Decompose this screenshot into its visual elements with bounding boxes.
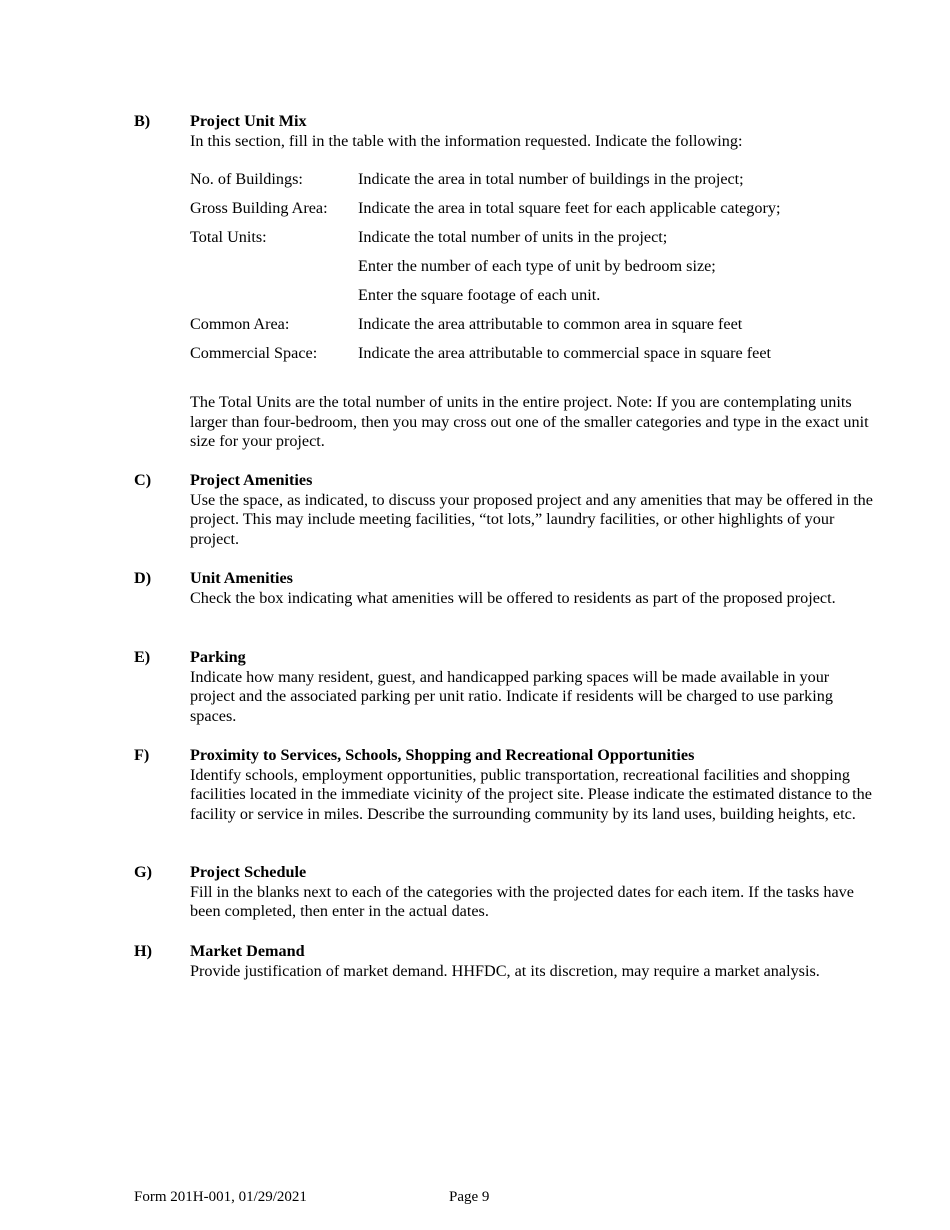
section-f: [134, 746, 874, 824]
section-c: [134, 471, 874, 549]
section-letter: C): [134, 471, 152, 489]
section-title: Project Unit Mix: [190, 112, 307, 130]
section-g: [134, 863, 874, 922]
section-text: Provide justification of market demand. HHFDC, at its discretion, may require a market analysis.: [190, 961, 820, 980]
table-row: [190, 286, 780, 315]
section-d: [134, 569, 874, 608]
footer-page-number: Page 9: [449, 1189, 490, 1205]
section-h: [134, 942, 874, 981]
section-text: Use the space, as indicated, to discuss your proposed project and any amenities that may be offered in the project. This may include meeting facilities, “tot lots,” laundry facilities, or other highlights of your project.: [190, 490, 873, 548]
section-title: Unit Amenities: [190, 569, 293, 587]
section-title: Project Schedule: [190, 863, 307, 881]
section-intro: In this section, fill in the table with the information requested. Indicate the following:: [190, 131, 743, 150]
section-title: Parking: [190, 648, 246, 666]
section-letter: H): [134, 942, 152, 960]
row-text: Indicate the total number of units in the project;: [358, 228, 668, 247]
section-title: Proximity to Services, Schools, Shopping and Recreational Opportunities: [190, 746, 695, 764]
row-label: Gross Building Area:: [190, 199, 328, 218]
section-letter: F): [134, 746, 150, 764]
table-row: [190, 257, 780, 286]
unit-mix-table: [190, 170, 780, 373]
section-text: Fill in the blanks next to each of the categories with the projected dates for each item. If the tasks have been completed, then enter in the actual dates.: [190, 882, 854, 921]
row-text: Indicate the area in total square feet for each applicable category;: [358, 199, 781, 218]
section-letter: B): [134, 112, 151, 130]
row-label: [190, 257, 358, 286]
section-letter: G): [134, 863, 152, 881]
table-row: [190, 170, 780, 199]
section-letter: D): [134, 569, 152, 587]
row-text: Indicate the area in total number of buildings in the project;: [358, 170, 744, 189]
row-label: No. of Buildings:: [190, 170, 303, 189]
table-row: [190, 228, 780, 257]
row-label: Total Units:: [190, 228, 267, 247]
table-row: [190, 199, 780, 228]
section-b: [134, 112, 874, 452]
table-row: [190, 344, 780, 373]
section-title: Project Amenities: [190, 471, 313, 489]
section-title: Market Demand: [190, 942, 305, 960]
section-letter: E): [134, 648, 151, 666]
footer-form-id: Form 201H-001, 01/29/2021: [134, 1189, 307, 1205]
row-text: Indicate the area attributable to common area in square feet: [358, 315, 743, 334]
row-text: Enter the square footage of each unit.: [358, 286, 601, 305]
row-text: Indicate the area attributable to commercial space in square feet: [358, 344, 772, 363]
section-text: Check the box indicating what amenities will be offered to residents as part of the proposed project.: [190, 588, 836, 607]
table-row: [190, 315, 780, 344]
section-text: Indicate how many resident, guest, and handicapped parking spaces will be made available in your project and the associated parking per unit ratio. Indicate if residents will be charged to use parking spaces.: [190, 667, 833, 725]
section-note: The Total Units are the total number of units in the entire project. Note: If you are contemplating units larger than four-bedroom, then you may cross out one of the smaller categories and type in the exact unit size for your project.: [190, 393, 869, 451]
row-text: Enter the number of each type of unit by bedroom size;: [358, 257, 716, 276]
section-text: Identify schools, employment opportunities, public transportation, recreational facilities and shopping facilities located in the immediate vicinity of the project site. Please indicate the estimated distance to the facility or service in miles. Describe the surrounding community by its land uses, building heights, etc.: [190, 765, 872, 823]
section-e: [134, 648, 874, 726]
row-label: Commercial Space:: [190, 344, 318, 363]
row-label: [190, 286, 358, 315]
row-label: Common Area:: [190, 315, 290, 334]
